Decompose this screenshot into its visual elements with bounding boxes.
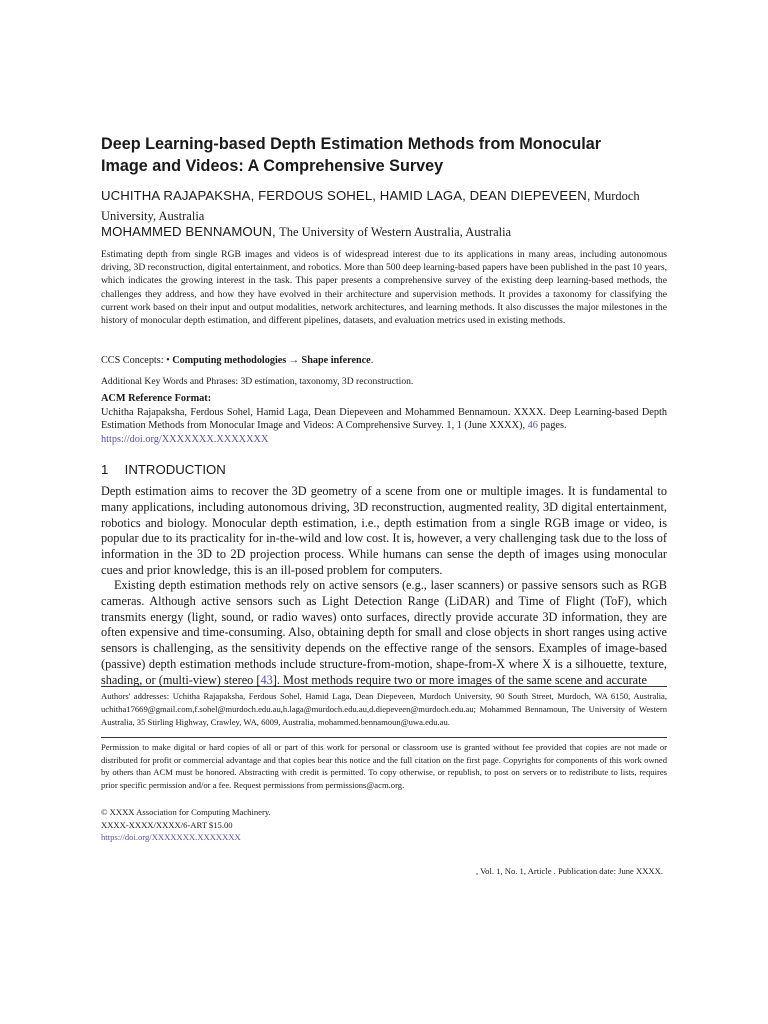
section-title: INTRODUCTION	[124, 462, 226, 477]
copyright-block	[101, 806, 667, 844]
author-name-bennamoun: MOHAMMED BENNAMOUN,	[101, 224, 276, 239]
reference-doi-link[interactable]: https://doi.org/XXXXXXX.XXXXXXX	[101, 433, 269, 445]
reference-pages-suffix: pages.	[537, 420, 567, 432]
footer-doi-link[interactable]: https://doi.org/XXXXXXX.XXXXXXX	[101, 832, 241, 843]
intro-paragraph-2	[101, 578, 667, 689]
author-names: UCHITHA RAJAPAKSHA, FERDOUS SOHEL, HAMID LAGA, DEAN DIEPEVEEN,	[101, 188, 591, 203]
intro-paragraph-2-text: Existing depth estimation methods rely on active sensors (e.g., laser scanners) or passive sensors such as RGB cameras. Although active sensors such as Light Detection Range (LiDAR) and Time of Flight (ToF), which transmits energy (light, sound, or radio waves) onto surfaces, directly provide accurate 3D information, they are often expensive and time-consuming. Also, obtaining depth for small and close objects in short ranges using active sensors is challenging, as the sensitivity depends on the effective range of the sensors. Examples of image-based (passive) depth estimation methods include structure-from-motion, shape-from-X where X is a silhouette, texture, shading, or (multi-view) stereo [	[101, 578, 667, 687]
paper-title	[101, 133, 667, 177]
author-group-1	[101, 186, 667, 226]
reference-format-text	[101, 406, 667, 446]
page-count-link[interactable]: 46	[527, 420, 538, 432]
citation-link[interactable]: 43	[260, 672, 273, 687]
intro-paragraph-1: Depth estimation aims to recover the 3D geometry of a scene from one or multiple images. It is fundamental to many applications, including autonomous driving, 3D reconstruction, augmented reality, 3D digital entertainment, robotics and biology. Monocular depth estimation, i.e., depth estimation from a single RGB image or video, is popular due to its practicality for in-the-wild and low cost. It is, however, a very challenging task due to the loss of information in the 3D to 2D projection process. While humans can sense the depth of images using monocular cues and prior knowledge, this is an ill-posed problem for computers.	[101, 484, 667, 577]
intro-paragraph-2-end: ]. Most methods require two or more images of the same scene and accurate	[272, 672, 648, 687]
reference-format-heading: ACM Reference Format:	[101, 393, 212, 404]
author-affiliation-part-a: Murdoch	[593, 189, 640, 203]
publication-info: , Vol. 1, No. 1, Article . Publication date: June XXXX.	[475, 866, 663, 876]
reference-citation: Uchitha Rajapaksha, Ferdous Sohel, Hamid Laga, Dean Diepeveen and Mohammed Bennamoun. XXXX. Deep Learning-based Depth Estimation Methods from Monocular Image and Videos: A Comprehensive Survey. 1, 1 (June XXXX),	[101, 407, 667, 432]
author-group-2	[101, 223, 667, 241]
keywords: Additional Key Words and Phrases: 3D estimation, taxonomy, 3D reconstruction.	[101, 376, 414, 387]
author-affiliation-part-b: University, Australia	[101, 209, 205, 223]
footnote-divider	[101, 686, 667, 687]
title-line-2: Image and Videos: A Comprehensive Survey	[101, 157, 444, 175]
title-line-1: Deep Learning-based Depth Estimation Methods from Monocular	[101, 135, 602, 153]
ccs-prefix: CCS Concepts: •	[101, 355, 170, 366]
ccs-concepts	[101, 354, 667, 368]
authors-addresses-footnote: Authors' addresses: Uchitha Rajapaksha, Ferdous Sohel, Hamid Laga, Dean Diepeveen, Murdoch University, 90 South Street, Murdoch, WA 6150, Australia, uchitha17669@gmail.com,f.sohel@murdoch.edu.au,h.laga@murdoch.edu.au,d.diepeveen@murdoch.edu.au; Mohammed Bennamoun, The University of Western Australia, 35 Stirling Highway, Crawley, WA, 6009, Australia, mohammed.bennamoun@uwa.edu.au.	[101, 691, 667, 727]
copyright-line: © XXXX Association for Computing Machinery.	[101, 807, 271, 817]
ccs-suffix: .	[370, 355, 374, 366]
issn-line: XXXX-XXXX/XXXX/6-ART $15.00	[101, 819, 233, 830]
section-heading-introduction	[101, 462, 226, 477]
abstract: Estimating depth from single RGB images and videos is of widespread interest due to its applications in many areas, including autonomous driving, 3D reconstruction, digital entertainment, and robotics. More than 500 deep learning-based papers have been published in the past 10 years, which indicates the growing interest in the task. This paper presents a comprehensive survey of the existing deep learning-based methods, the challenges they address, and how they have evolved in their architecture and supervision methods. It provides a taxonomy for classifying the current work based on their input and output modalities, network architectures, and learning methods. It also discusses the major milestones in the history of monocular depth estimation, and different pipelines, datasets, and evaluation metrics used in existing methods.	[101, 249, 667, 327]
section-number: 1	[101, 462, 109, 477]
author-affiliation-uwa: The University of Western Australia, Australia	[279, 225, 512, 239]
ccs-concept: Computing methodologies → Shape inference	[172, 355, 371, 366]
permission-divider	[101, 737, 667, 738]
permission-notice: Permission to make digital or hard copies of all or part of this work for personal or classroom use is granted without fee provided that copies are not made or distributed for profit or commercial advantage and that copies bear this notice and the full citation on the first page. Copyrights for components of this work owned by others than ACM must be honored. Abstracting with credit is permitted. To copy otherwise, or republish, to post on servers or to redistribute to lists, requires prior specific permission and/or a fee. Request permissions from permissions@acm.org.	[101, 742, 667, 790]
